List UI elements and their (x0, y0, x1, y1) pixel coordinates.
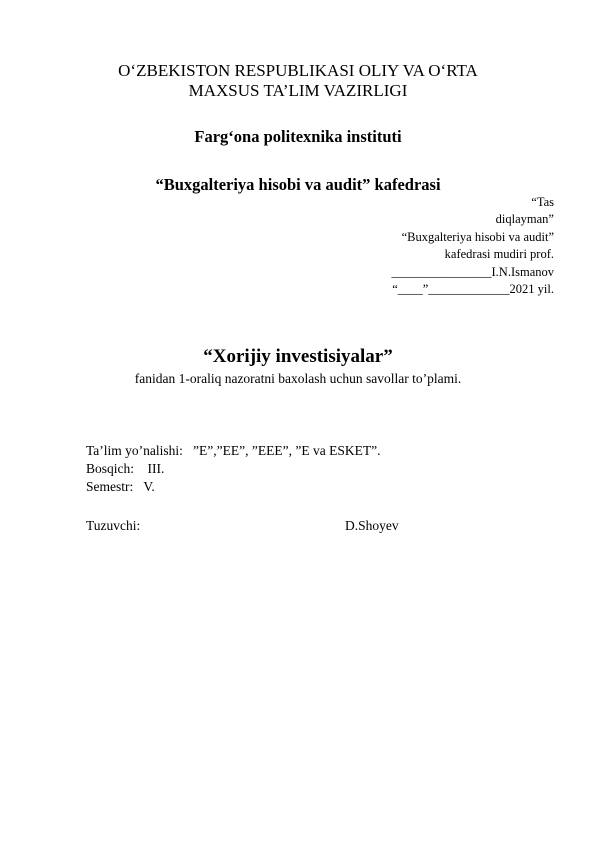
approval-signature-line: ________________I.N.Ismanov (391, 264, 554, 279)
subject-title: “Xorijiy investisiyalar” (203, 346, 393, 367)
semester-row (86, 478, 380, 496)
stage-label: Bosqich: (86, 461, 135, 476)
approval-block (314, 194, 554, 298)
ministry-line-2: MAXSUS TA’LIM VAZIRLIGI (188, 81, 408, 100)
ministry-line-1: O‘ZBEKISTON RESPUBLIKASI OLIY VA O‘RTA (118, 61, 478, 80)
direction-value: ”E”,”EE”, ”EEE”, ”E va ESKET”. (193, 443, 381, 458)
approval-line-2: diqlayman” (495, 212, 554, 227)
stage-value: III. (147, 461, 165, 476)
institute-name: Farg‘ona politexnika instituti (194, 127, 402, 146)
semester-label: Semestr: (86, 479, 134, 494)
subject-subtitle: fanidan 1-oraliq nazoratni baxolash uchun savollar to’plami. (134, 371, 462, 386)
author-label: Tuzuvchi: (86, 518, 141, 533)
stage-row (86, 460, 380, 478)
approval-line-3: “Buxgalteriya hisobi va audit” (401, 229, 554, 244)
direction-label: Ta’lim yo’nalishi: (86, 443, 183, 458)
department-name: “Buxgalteriya hisobi va audit” kafedrasi (155, 175, 441, 194)
ministry-heading (40, 61, 556, 101)
direction-row (86, 442, 380, 460)
approval-date-line: “____”_____________2021 yil. (392, 282, 554, 297)
approval-line-1: “Tas (531, 195, 554, 209)
author-name: D.Shoyev (345, 518, 399, 533)
semester-value: V. (143, 479, 155, 494)
approval-line-4: kafedrasi mudiri prof. (444, 247, 554, 262)
course-info (86, 442, 380, 496)
